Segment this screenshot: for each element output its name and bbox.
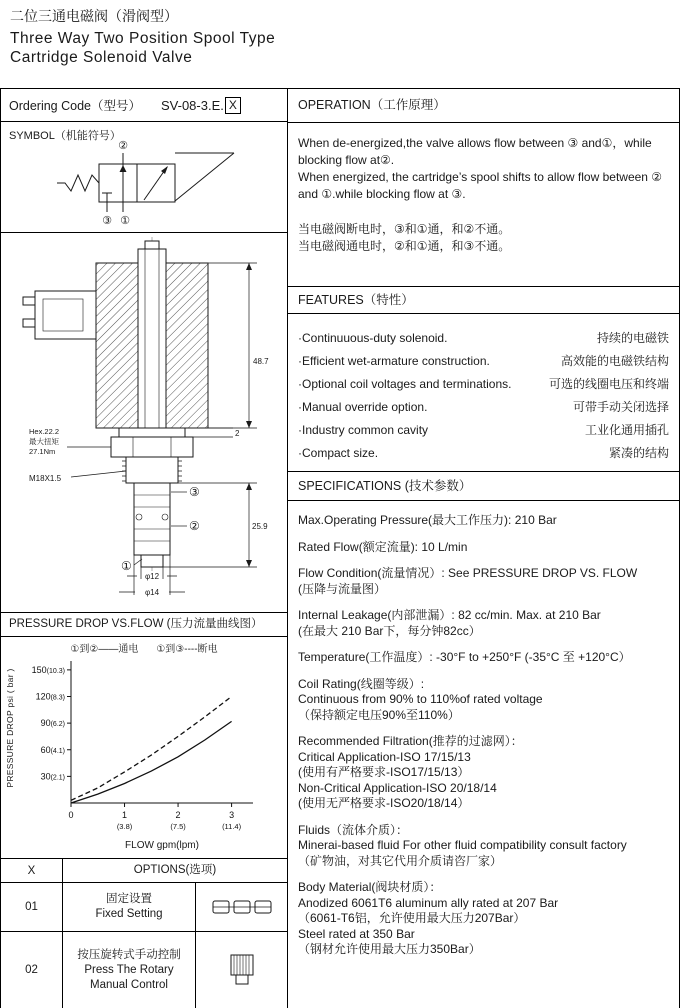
knurled-knob-icon xyxy=(224,952,260,988)
symbol-section xyxy=(1,122,287,233)
dim-arrow2 xyxy=(246,421,252,428)
feature-en: ·Industry common cavity xyxy=(298,422,429,437)
spec-internal-leakage xyxy=(298,608,669,639)
specifications-header: SPECIFICATIONS (技术参数） xyxy=(288,471,679,501)
option-02-cn: 按压旋转式手动控制 xyxy=(77,948,181,961)
spec-line: Max.Operating Pressure(最大工作压力): 210 Bar xyxy=(298,513,557,527)
option-01-code: 01 xyxy=(1,883,63,931)
chart-y-axis-label: PRESSURE DROP psi ( bar ) xyxy=(5,668,15,788)
option-row-01 xyxy=(1,883,287,932)
dim-25-9-lines xyxy=(163,483,257,567)
spec-line: Recommended Filtration(推荐的过滤网）： xyxy=(298,734,523,748)
adjust-stud xyxy=(145,241,159,249)
svg-text:30(2.1): 30(2.1) xyxy=(40,771,65,782)
ordering-code-label: Ordering Code（型号） xyxy=(9,99,141,113)
spec-fluids xyxy=(298,823,669,870)
symbol-energized-arrowhead xyxy=(161,166,168,174)
operation-header: OPERATION（工作原理） xyxy=(288,89,679,123)
hex-note-line3: 27.1Nm xyxy=(29,447,56,456)
svg-text:(3.8): (3.8) xyxy=(116,822,133,831)
feature-en: ·Efficient wet-armature construction. xyxy=(298,353,490,368)
cartridge-drawing xyxy=(1,233,288,613)
options-col-x-header: X xyxy=(1,859,63,882)
feature-cn: 可选的线圈电压和终端 xyxy=(548,377,669,391)
spec-flow-condition xyxy=(298,566,669,597)
dim-arrow xyxy=(246,263,252,270)
thread-leader xyxy=(71,471,126,477)
spec-temperature xyxy=(298,650,669,666)
right-column xyxy=(288,88,680,1008)
operation-cn-line-2: 当电磁阀通电时，②和①通，和③不通。 xyxy=(298,239,511,253)
page-title-en-line2: Cartridge Solenoid Valve xyxy=(10,49,193,66)
operation-cn-line-1: 当电磁阀断电时，③和①通，和②不通。 xyxy=(298,222,511,236)
spec-line: (使用有严格要求-ISO17/15/13） xyxy=(298,765,470,779)
operation-en-paragraph-1: When de-energized,the valve allows flow between ③ and①，while blocking flow at②. xyxy=(298,136,652,167)
spec-line: Fluids（流体介质）： xyxy=(298,822,409,837)
svg-text:150(10.3): 150(10.3) xyxy=(31,664,65,675)
spring-icon xyxy=(57,175,99,191)
option-02-code: 02 xyxy=(1,932,63,1008)
spec-body-material xyxy=(298,880,669,958)
options-header-row xyxy=(1,859,287,883)
pressure-drop-chart xyxy=(1,637,287,859)
spec-line: （钢材允许使用最大压力350Bar） xyxy=(298,942,481,956)
feature-item xyxy=(298,349,669,372)
svg-text:2: 2 xyxy=(175,810,181,820)
operation-en-paragraph-2: When energized, the cartridge’s spool shifts to allow flow between ② and ①.while blocking flow at ③. xyxy=(298,170,663,201)
option-01-icon-cell xyxy=(195,883,287,931)
legend-energized: ①到②——通电 xyxy=(70,644,139,655)
feature-cn: 高效能的电磁铁结构 xyxy=(560,354,669,368)
feature-item xyxy=(298,395,669,418)
spec-line: （矿物油，对其它代用介质请咨厂家） xyxy=(298,853,503,868)
feature-en: ·Continuuous-duty solenoid. xyxy=(298,330,448,345)
feature-en: ·Compact size. xyxy=(298,445,379,460)
svg-text:(7.5): (7.5) xyxy=(170,822,186,831)
symbol-left-position-box xyxy=(99,164,137,202)
pressure-drop-plot xyxy=(1,653,288,843)
svg-text:90(6.2): 90(6.2) xyxy=(40,718,65,729)
curve-energized xyxy=(71,721,232,803)
option-02-icon-cell xyxy=(195,932,287,1008)
spec-coil-rating xyxy=(298,677,669,724)
spec-line: Minerai-based fluid For other fluid compatibility consult factory xyxy=(298,838,627,852)
fixed-plug-icon xyxy=(210,897,274,917)
feature-en: ·Manual override option. xyxy=(298,399,428,414)
symbol-flow-arrowhead xyxy=(120,165,127,172)
feature-cn: 紧凑的结构 xyxy=(608,446,669,460)
feature-cn: 可带手动关闭选择 xyxy=(572,400,669,414)
option-01-en: Fixed Setting xyxy=(95,908,163,920)
spec-line: (使用无严格要求-ISO20/18/14） xyxy=(298,796,470,810)
connector-pin-bottom xyxy=(23,319,35,327)
ordering-code-x-box: X xyxy=(225,97,241,114)
hex-note-line1: Hex.22.2 xyxy=(29,427,60,436)
options-col-label-header: OPTIONS(选项) xyxy=(133,864,217,876)
svg-text:120(8.3): 120(8.3) xyxy=(35,691,65,702)
spec-line: Flow Condition(流量情况）: See PRESSURE DROP VS. FLOW xyxy=(298,566,638,580)
specifications-body xyxy=(288,501,679,958)
spec-line: （6061-T6铝，允许使用最大压力207Bar） xyxy=(298,911,526,925)
operation-body xyxy=(288,123,679,286)
dim-step-label: 2 xyxy=(235,429,240,438)
spec-line: Steel rated at 350 Bar xyxy=(298,926,415,941)
dim-2-lines xyxy=(185,428,233,437)
svg-text:3: 3 xyxy=(229,810,235,820)
option-02-en-line2: Manual Control xyxy=(90,978,168,991)
thread-section xyxy=(126,457,178,483)
feature-cn: 工业化通用插孔 xyxy=(584,423,669,437)
spec-line: Temperature(工作温度）: -30°F to +250°F (-35°C 至 +120°C） xyxy=(298,650,631,664)
feature-item xyxy=(298,441,669,464)
drawing-port1-label: ① xyxy=(121,559,132,573)
nose-tip xyxy=(141,555,163,567)
spec-line: （保持额定电压90%至110%） xyxy=(298,707,460,722)
symbol-section-label: SYMBOL（机能符号） xyxy=(9,130,121,142)
spool-body xyxy=(134,483,170,555)
spec-line: Continuous from 90% to 110%of rated voltage xyxy=(298,692,543,706)
legend-deenergized: ①到③----断电 xyxy=(156,644,218,655)
feature-item xyxy=(298,418,669,441)
symbol-port1-label: ① xyxy=(120,215,130,227)
spec-line: Anodized 6061T6 aluminum ally rated at 207 Bar xyxy=(298,895,559,910)
armature-tube xyxy=(138,249,166,431)
dim-48-7-lines xyxy=(208,263,257,428)
spec-line: (在最大 210 Bar下，每分钟82cc） xyxy=(298,623,481,638)
spec-rated-flow xyxy=(298,540,669,556)
solenoid-symbol-diagonal xyxy=(175,153,234,201)
spec-line: Body Material(阀块材质）： xyxy=(298,880,442,894)
svg-text:1: 1 xyxy=(122,810,128,820)
spec-line: Coil Rating(线圈等级）: xyxy=(298,676,425,691)
ordering-code-row xyxy=(1,89,287,122)
options-table xyxy=(1,859,287,1008)
option-02-description xyxy=(63,932,195,1008)
left-column xyxy=(0,88,288,1008)
drawing-port2-label: ② xyxy=(189,519,200,533)
symbol-port2-label: ② xyxy=(118,140,128,152)
spec-max-pressure xyxy=(298,513,669,529)
thread-label: M18X1.5 xyxy=(29,474,62,483)
hex-nut xyxy=(111,437,193,457)
spec-line: (压降与流量图） xyxy=(298,581,386,596)
features-header: FEATURES（特性） xyxy=(288,286,679,314)
coil-washer xyxy=(119,428,185,437)
dia-large-label: φ14 xyxy=(144,588,160,597)
hex-note-line2: 最大扭矩 xyxy=(29,437,59,446)
option-01-description xyxy=(63,883,195,931)
ordering-code-prefix: SV-08-3.E. xyxy=(161,97,224,113)
spec-line: Critical Application-ISO 17/15/13 xyxy=(298,749,471,764)
svg-text:60(4.1): 60(4.1) xyxy=(40,744,65,755)
option-02-en-line1: Press The Rotary xyxy=(84,963,174,976)
feature-cn: 持续的电磁铁 xyxy=(596,331,669,345)
svg-text:(11.4): (11.4) xyxy=(222,822,242,831)
spec-line: Internal Leakage(内部泄漏）: 82 cc/min. Max. at 210 Bar xyxy=(298,608,601,622)
dim-arrow4 xyxy=(246,560,252,567)
page-title-en-line1: Three Way Two Position Spool Type xyxy=(10,30,276,47)
curve-deenergized xyxy=(71,697,232,801)
drawing-port3-label: ③ xyxy=(189,485,200,499)
option-01-cn: 固定设置 xyxy=(106,893,152,905)
dim-arrow3 xyxy=(246,483,252,490)
symbol-port3-label: ③ xyxy=(102,215,112,227)
connector-pin-top xyxy=(23,297,35,305)
dia-small-label: φ12 xyxy=(144,572,160,581)
spec-filtration xyxy=(298,734,669,812)
page-title-cn: 二位三通电磁阀（滑阀型） xyxy=(10,8,178,24)
feature-item xyxy=(298,372,669,395)
feature-item xyxy=(298,326,669,349)
features-list xyxy=(288,314,679,471)
coil-connector xyxy=(35,291,96,339)
chart-x-axis-label: FLOW gpm(lpm) xyxy=(125,840,199,851)
feature-en: ·Optional coil voltages and terminations. xyxy=(298,376,512,391)
pressure-drop-section-title: PRESSURE DROP VS.FLOW (压力流量曲线图） xyxy=(1,613,287,637)
spec-line: Rated Flow(额定流量): 10 L/min xyxy=(298,539,468,554)
svg-text:0: 0 xyxy=(68,810,74,820)
dim-coil-height-label: 48.7 xyxy=(253,357,269,366)
cartridge-cross-section xyxy=(1,233,287,613)
page-header xyxy=(10,6,275,67)
ordering-code-value xyxy=(161,97,241,114)
spec-line: Non-Critical Application-ISO 20/18/14 xyxy=(298,780,497,795)
dim-lower-label: 25.9 xyxy=(252,522,268,531)
option-row-02 xyxy=(1,932,287,1008)
